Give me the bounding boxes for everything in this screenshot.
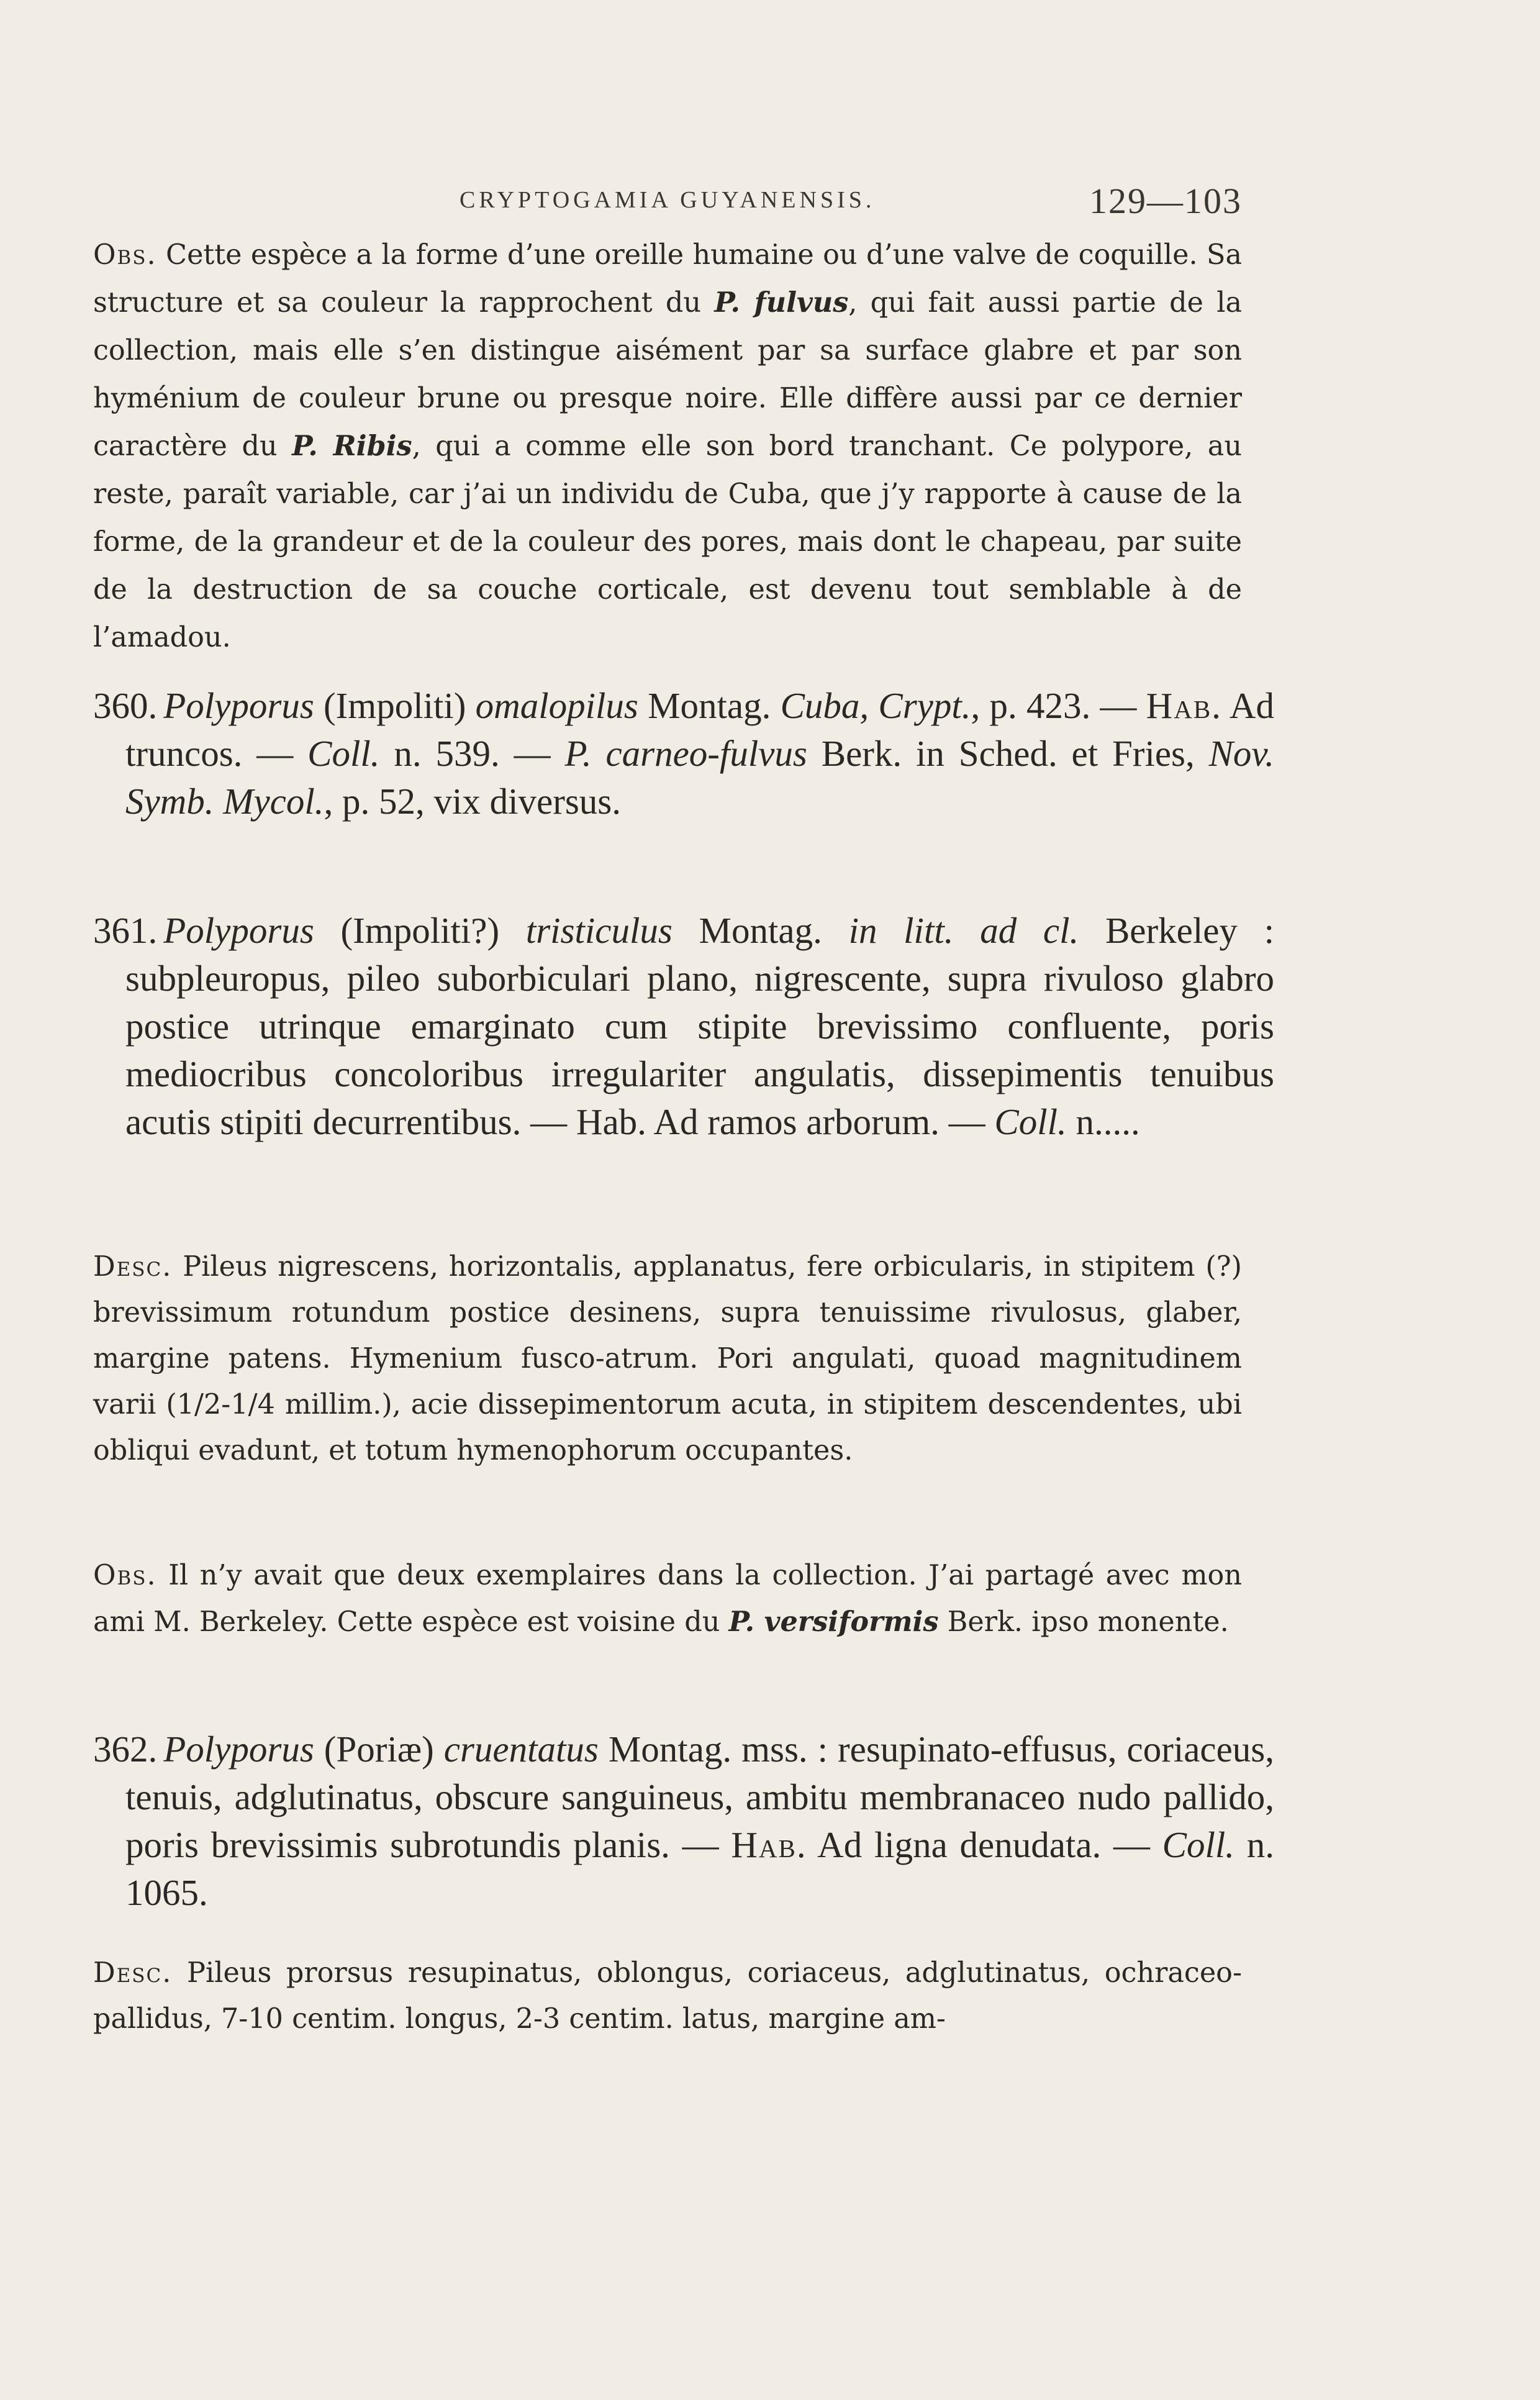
entry-text: Montag. <box>672 910 849 951</box>
entry-text: , p. 52, vix diversus. <box>324 781 622 822</box>
entry-361 <box>93 907 1274 1146</box>
reference-title: Nov. Symb. Mycol. <box>125 733 1274 822</box>
collection-label: Coll. <box>307 733 380 774</box>
desc-text: Pileus nigrescens, horizontalis, applanatus, fere orbicularis, in stipitem (?) brevissimum rotundum postice desinens, supra tenuissime rivulosus, glaber, margine patens. Hymenium fusco-atrum. Pori angulati, quoad magnitudinem varii (1/2-1/4 millim.), acie dissepimentorum acuta, in stipitem descendentes, ubi obliqui evadunt, et totum hymenophorum occupantes. <box>93 1251 1242 1466</box>
desc-label: Desc. <box>93 1251 173 1283</box>
running-head <box>93 180 1242 224</box>
reference-title: in litt. ad cl. <box>848 910 1079 951</box>
genus-name: Polyporus <box>163 685 314 726</box>
obs-paragraph-2 <box>93 1553 1242 1645</box>
entry-text: Berkeley : subpleuropus, pileo suborbiculari plano, nigrescente, supra rivuloso glabro postice utrinque emarginato cum stipite brevissimo confluente, poris mediocribus concoloribus irregulariter angulatis, dissepimentis tenuibus acutis stipiti decurrentibus. — Hab. Ad ramos arborum. — <box>125 910 1274 1142</box>
species-epithet: cruentatus <box>443 1729 599 1770</box>
entry-text: Berk. in Sched. et Fries, <box>807 733 1209 774</box>
obs-label: Obs. <box>93 239 157 271</box>
entry-number: 362. <box>93 1729 158 1770</box>
species-epithet: tristiculus <box>525 910 673 951</box>
habitat-label: Hab. <box>1146 685 1222 726</box>
obs-text: Cette espèce a la forme d’une oreille humaine ou d’une valve de coquille. Sa structure et sa couleur la rapprochent du <box>93 239 1242 319</box>
collection-label: Coll. <box>994 1101 1067 1142</box>
running-title: CRYPTOGAMIA GUYANENSIS. <box>460 187 876 213</box>
species-name: P. Ribis <box>292 430 412 462</box>
species-name: P. versiformis <box>728 1606 939 1638</box>
entry-text: n..... <box>1066 1101 1140 1142</box>
entry-text: , p. 423. — <box>971 685 1146 726</box>
obs-label: Obs. <box>93 1560 157 1591</box>
desc-label: Desc. <box>93 1957 173 1989</box>
obs-text: Berk. ipso monente. <box>938 1606 1229 1638</box>
entry-text: (Poriæ) <box>314 1729 444 1770</box>
species-epithet: omalopilus <box>475 685 638 726</box>
obs-paragraph-1 <box>93 231 1242 661</box>
obs-text: , qui a comme elle son bord tranchant. Ce polypore, au reste, paraît variable, car j’ai un individu de Cuba, que j’y rapporte à cause de la forme, de la grandeur et de la couleur des pores, mais dont le chapeau, par suite de la destruction de sa couche corticale, est devenu tout semblable à de l’amadou. <box>93 430 1242 653</box>
entry-text: n. 1065. <box>125 1824 1274 1913</box>
page-number: 129—103 <box>1089 181 1242 221</box>
habitat-label: Hab. <box>731 1824 807 1865</box>
entry-number: 360. <box>93 685 158 726</box>
species-name: P. fulvus <box>714 286 849 319</box>
genus-name: Polyporus <box>163 1729 314 1770</box>
entry-text: Montag. <box>638 685 781 726</box>
obs-text: , qui fait aussi partie de la collection, mais elle s’en distingue aisément par sa surface glabre et par son hyménium de couleur brune ou presque noire. Elle diffère aussi par ce dernier caractère du <box>93 287 1242 462</box>
description-361 <box>93 1244 1242 1474</box>
entry-number: 361. <box>93 910 158 951</box>
synonym-name: P. carneo-fulvus <box>564 733 807 774</box>
collection-label: Coll. <box>1162 1824 1235 1865</box>
entry-362 <box>93 1725 1274 1917</box>
entry-text: n. 539. — <box>379 733 565 774</box>
entry-text: (Impoliti?) <box>314 910 526 951</box>
description-362 <box>93 1950 1242 2042</box>
genus-name: Polyporus <box>163 910 314 951</box>
entry-text: Ad ligna denudata. — <box>807 1824 1162 1865</box>
desc-text: Pileus prorsus resupinatus, oblongus, coriaceus, adglutinatus, ochraceo-pallidus, 7-10 centim. longus, 2-3 centim. latus, margine am- <box>93 1957 1242 2035</box>
entry-text: (Impoliti) <box>314 685 476 726</box>
entry-text: Ad truncos. — <box>125 685 1274 774</box>
obs-text: Il n’y avait que deux exemplaires dans la collection. J’ai partagé avec mon ami M. Berkeley. Cette espèce est voisine du <box>93 1560 1242 1638</box>
reference-title: Cuba, Crypt. <box>780 685 971 726</box>
entry-360 <box>93 682 1274 825</box>
entry-text: Montag. mss. : resupinato-effusus, coriaceus, tenuis, adglutinatus, obscure sanguineus, ambitu membranaceo nudo pallido, poris brevissimis subrotundis planis. — <box>125 1729 1275 1865</box>
